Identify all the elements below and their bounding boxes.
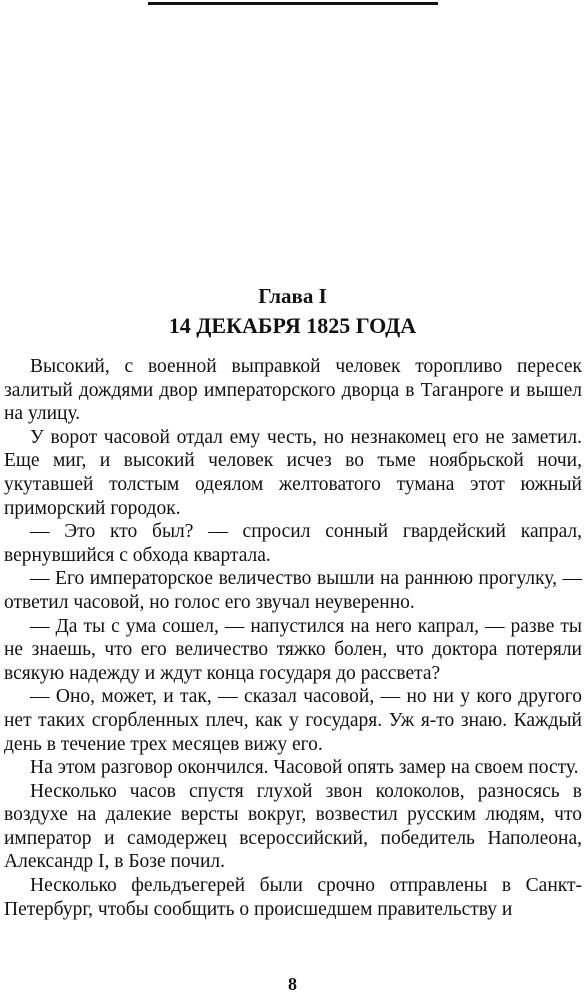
paragraph: Несколько часов спустя глухой звон колоколов, разносясь в воздухе на далекие версты вокруг, возвестил русским людям, что император и самодержец всероссийский, победитель Наполеона, Александр I, в Бозе почил. xyxy=(4,780,582,873)
page-number: 8 xyxy=(288,974,297,994)
paragraph: — Это кто был? — спросил сонный гвардейский капрал, вернувшийся с обхода квартала. xyxy=(4,521,582,566)
paragraph: У ворот часовой отдал ему честь, но незнакомец его не заметил. Еще миг, и высокий человек исчез во тьме ноябрьской ночи, укутавшей толстым одеялом желтоватого тумана этот южный приморский городок. xyxy=(4,426,582,519)
chapter-label: Глава I xyxy=(258,284,327,308)
paragraph: На этом разговор окончился. Часовой опять замер на своем посту. xyxy=(30,757,579,779)
paragraph: — Его императорское величество вышли на раннюю прогулку, — ответил часовой, но голос его звучал неуверенно. xyxy=(4,568,582,613)
paragraph: Несколько фельдъегерей были срочно отправлены в Санкт-Петербург, чтобы сообщить о происшедшем правительству и xyxy=(4,875,582,920)
paragraph: — Да ты с ума сошел, — напустился на него капрал, — разве ты не знаешь, что его величество тяжко болен, что доктора потеряли всякую надежду и ждут конца государя до рассвета? xyxy=(4,615,582,684)
paragraph: — Оно, может, и так, — сказал часовой, — но ни у кого другого нет таких сгорбленных плеч, как у государя. Уж я-то знаю. Каждый день в течение трех месяцев вижу его. xyxy=(4,686,582,755)
paragraph: Высокий, с военной выправкой человек торопливо пересек залитый дождями двор императорского дворца в Таганроге и вышел на улицу. xyxy=(4,356,582,425)
body-text xyxy=(4,355,582,921)
top-rule xyxy=(148,2,438,5)
chapter-title: 14 ДЕКАБРЯ 1825 ГОДА xyxy=(168,313,417,338)
